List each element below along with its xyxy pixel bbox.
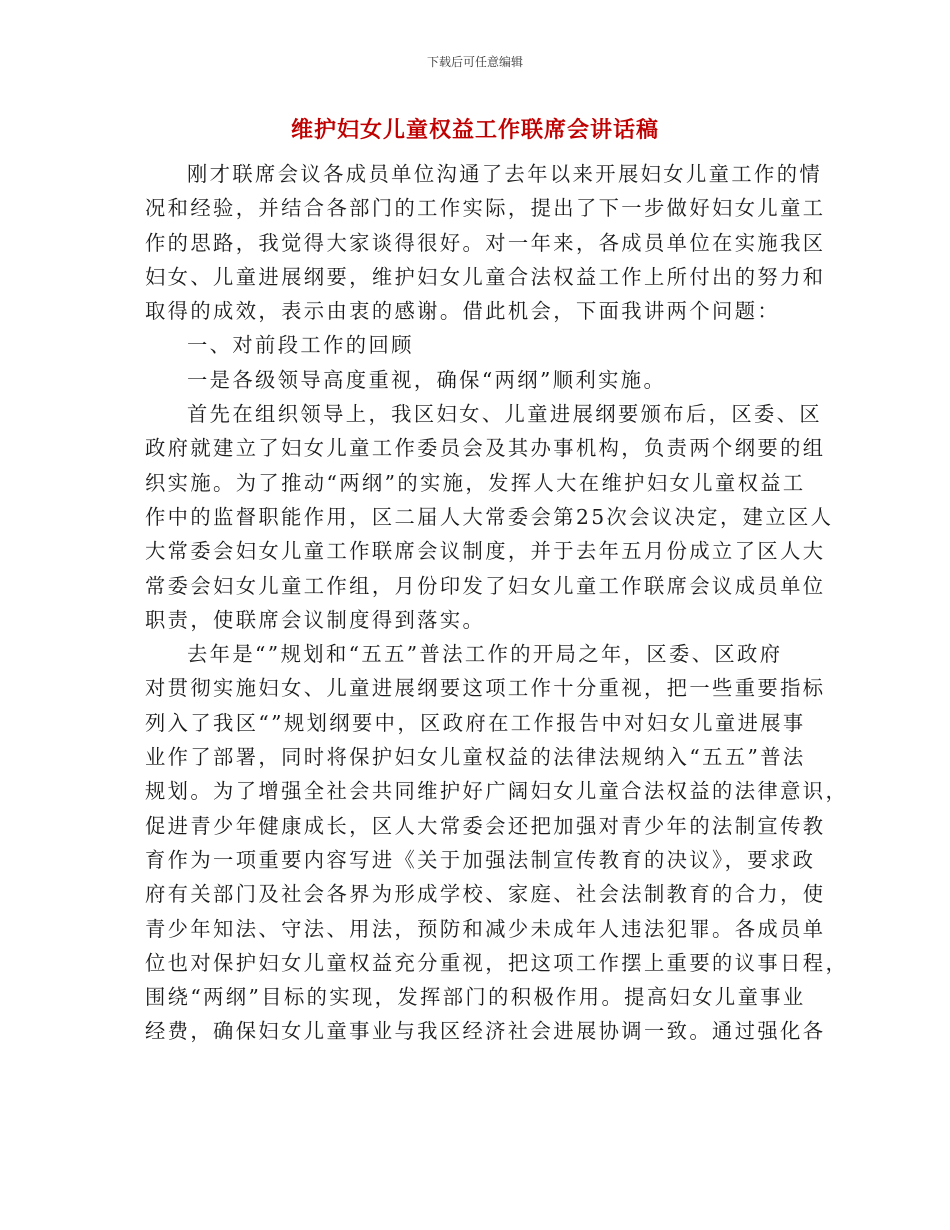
text-line: 政府就建立了妇女儿童工作委员会及其办事机构，负责两个纲要的组: [145, 436, 826, 461]
text-line: 育作为一项重要内容写进《关于加强法制宣传教育的决议》，要求政: [145, 847, 816, 872]
text-line: 作中的监督职能作用，区二届人大常委会第25次会议决定，建立区人: [145, 504, 834, 529]
text-line: 职责，使联席会议制度得到落实。: [145, 607, 486, 632]
text-line: 大常委会妇女儿童工作联席会议制度，并于去年五月份成立了区人大: [145, 539, 826, 564]
text-line: 常委会妇女儿童工作组，月份印发了妇女儿童工作联席会议成员单位: [145, 573, 826, 598]
text-line: 作的思路，我觉得大家谈得很好。对一年来，各成员单位在实施我区: [145, 230, 826, 255]
document-body: [145, 157, 849, 1049]
text-line: 刚才联席会议各成员单位沟通了去年以来开展妇女儿童工作的情: [187, 162, 823, 186]
text-line: 取得的成效，表示由衷的感谢。借此机会，下面我讲两个问题：: [145, 299, 781, 324]
text-line: 规划。为了增强全社会共同维护好广阔妇女儿童合法权益的法律意识，: [145, 779, 849, 804]
document-title: 维护妇女儿童权益工作联席会讲话稿: [290, 117, 659, 143]
text-line: 府有关部门及社会各界为形成学校、家庭、社会法制教育的合力，使: [145, 882, 826, 907]
text-line: 围绕“两纲”目标的实现，发挥部门的积极作用。提高妇女儿童事业: [145, 985, 806, 1010]
text-line: 促进青少年健康成长，区人大常委会还把加强对青少年的法制宣传教: [145, 813, 826, 838]
text-line: 列入了我区“”规划纲要中，区政府在工作报告中对妇女儿童进展事: [145, 710, 806, 735]
text-line: 位也对保护妇女儿童权益充分重视，把这项工作摆上重要的议事日程，: [145, 950, 849, 975]
page-header-note: 下载后可任意编辑: [426, 55, 523, 69]
text-line: 一是各级领导高度重视，确保“两纲”顺利实施。: [187, 367, 667, 392]
text-line: 况和经验，并结合各部门的工作实际，提出了下一步做好妇女儿童工: [145, 196, 826, 221]
text-line: 织实施。为了推动“两纲”的实施，发挥人大在维护妇女儿童权益工: [145, 470, 806, 495]
text-line: 对贯彻实施妇女、儿童进展纲要这项工作十分重视，把一些重要指标: [145, 676, 826, 701]
text-line: 首先在组织领导上，我区妇女、儿童进展纲要颁布后，区委、区: [187, 402, 823, 427]
text-line: 经费，确保妇女儿童事业与我区经济社会进展协调一致。通过强化各: [145, 1019, 826, 1044]
text-line: 一、对前段工作的回顾: [187, 333, 414, 358]
text-line: 青少年知法、守法、用法，预防和减少未成年人违法犯罪。各成员单: [145, 916, 826, 941]
text-line: 去年是“”规划和“五五”普法工作的开局之年，区委、区政府: [187, 642, 783, 667]
text-line: 妇女、儿童进展纲要，维护妇女儿童合法权益工作上所付出的努力和: [145, 264, 826, 289]
text-line: 业作了部署，同时将保护妇女儿童权益的法律法规纳入“五五”普法: [145, 745, 806, 770]
